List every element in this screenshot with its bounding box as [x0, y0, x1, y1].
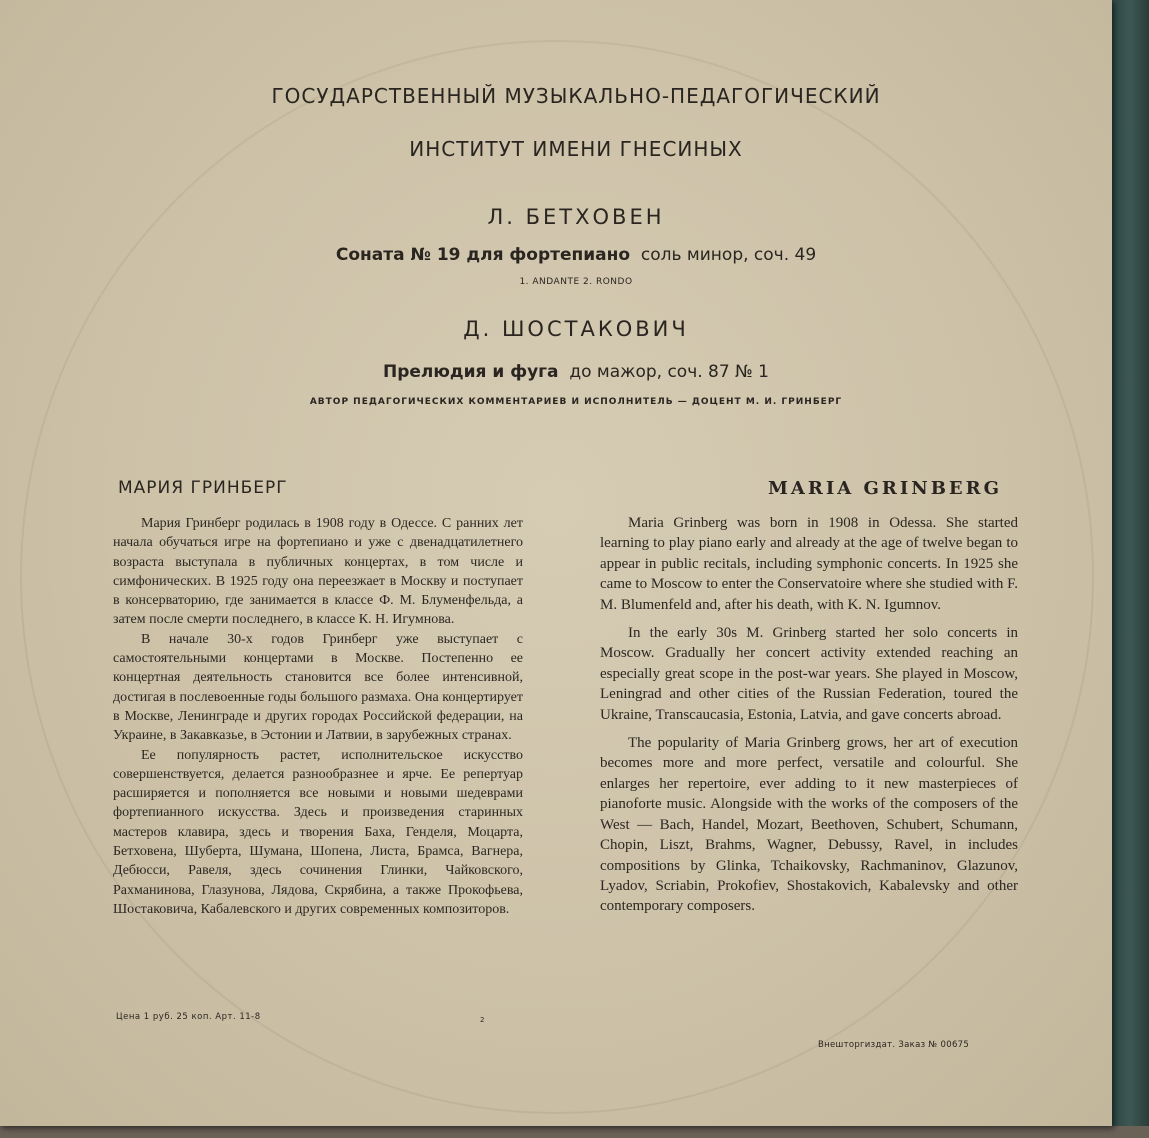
english-paragraph: Maria Grinberg was born in 1908 in Odessa. She started learning to play piano early and already at the age of twelve began to appear in public recitals, including symphonic concerts. In 1925 she came to Moscow to enter the Conservatoire where she studied with F. M. Blumenfeld and, after his death, with K. N. Igumnov.: [600, 515, 1018, 613]
composer-shostakovich: Д. ШОСТАКОВИЧ: [463, 317, 689, 341]
sleeve-edge: [1112, 0, 1149, 1138]
author-credit: АВТОР ПЕДАГОГИЧЕСКИХ КОММЕНТАРИЕВ И ИСПОЛНИТЕЛЬ — ДОЦЕНТ М. И. ГРИНБЕРГ: [309, 397, 843, 407]
english-biography: [600, 513, 1018, 917]
russian-biography: [113, 514, 523, 919]
english-title: MARIA GRINBERG: [768, 478, 1002, 499]
work-beethoven-title: Соната № 19 для фортепиано: [335, 245, 631, 265]
page-number: 2: [480, 1016, 485, 1024]
russian-title: МАРИЯ ГРИНБЕРГ: [118, 478, 288, 498]
work-beethoven-key: соль минор, соч. 49: [640, 245, 817, 265]
table-surface: [0, 1126, 1149, 1138]
russian-paragraph: Мария Гринберг родилась в 1908 году в Одессе. С ранних лет начала обучаться игре на фортепиано и уже с двенадцатилетнего возраста выступала в публичных концертах, в том числе и симфонических. В 1925 году она переезжает в Москву и поступает в консерваторию, где занимается в классе Ф. М. Блуменфельда, а затем после смерти последнего, в классе К. Н. Игумнова.: [113, 516, 523, 628]
work-shostakovich-title: Прелюдия и фуга: [383, 362, 559, 382]
price-label: Цена 1 руб. 25 коп. Арт. 11-8: [116, 1012, 261, 1022]
composer-beethoven: Л. БЕТХОВЕН: [487, 205, 665, 229]
order-number: Внешторгиздат. Заказ № 00675: [818, 1040, 970, 1050]
english-paragraph: In the early 30s M. Grinberg started her solo concerts in Moscow. Gradually her concert activity extended reaching an especially great scope in the post-war years. She played in Moscow, Leningrad and other cities of the Russian Federation, toured the Ukraine, Transcaucasia, Estonia, Latvia, and gave concerts abroad.: [600, 625, 1018, 723]
russian-paragraph: Ее популярность растет, исполнительское искусство совершенствуется, делается разнообразнее и ярче. Ее репертуар расширяется и пополняется все новыми и новыми шедеврами фортепианного искусства. Здесь и произведения старинных мастеров клавира, здесь и творения Баха, Генделя, Моцарта, Бетховена, Шуберта, Шумана, Шопена, Листа, Брамса, Вагнера, Дебюсси, Равеля, здесь сочинения Глинки, Чайковского, Рахманинова, Глазунова, Лядова, Скрябина, а также Прокофьева, Шостаковича, Кабалевского и других современных композиторов.: [113, 747, 523, 917]
work-shostakovich: [20, 362, 1132, 382]
work-beethoven-movements: 1. ANDANTE 2. RONDO: [519, 277, 633, 287]
russian-paragraph: В начале 30-х годов Гринберг уже выступает с самостоятельными концертами в Москве. Постепенно ее концертная деятельность становится все более интенсивной, достигая в послевоенные годы большого размаха. Она концертирует в Москве, Ленинграде и других городах Российской федерации, на Украине, в Закавказье, в Эстонии и Латвии, в зарубежных странах.: [113, 631, 523, 744]
work-beethoven: [20, 245, 1132, 265]
institute-line-2: ИНСТИТУТ ИМЕНИ ГНЕСИНЫХ: [409, 137, 743, 161]
work-shostakovich-key: до мажор, соч. 87 № 1: [569, 362, 769, 382]
english-paragraph: The popularity of Maria Grinberg grows, her art of execution becomes more and more perfect, versatile and colourful. She enlarges her repertoire, ever adding to it new masterpieces of pianoforte music. Alongside with the works of the composers of the West — Bach, Handel, Mozart, Beethoven, Schubert, Schumann, Chopin, Liszt, Brahms, Wagner, Debussy, Ravel, in includes compositions by Glinka, Tchaikovsky, Rachmaninov, Glazunov, Lyadov, Scriabin, Prokofiev, Shostakovich, Kabalevsky and other contemporary composers.: [600, 735, 1018, 915]
institute-line-1: ГОСУДАРСТВЕННЫЙ МУЗЫКАЛЬНО-ПЕДАГОГИЧЕСКИЙ: [271, 84, 881, 108]
